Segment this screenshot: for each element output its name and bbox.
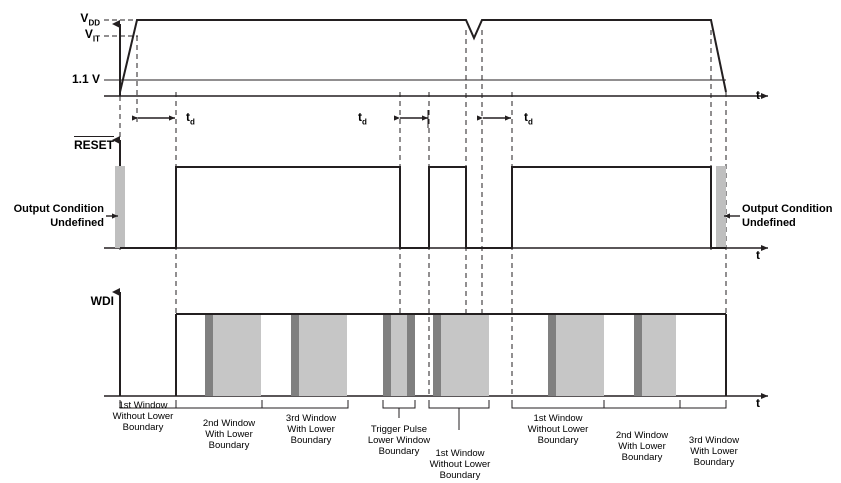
- reset-plot: [104, 140, 768, 248]
- td-label-1: $t_d$: [186, 110, 195, 127]
- reset-label: RESET: [73, 138, 114, 152]
- output-undefined-left-line2: Undefined: [50, 217, 104, 229]
- caption-1st-window-no-lower-3: 1st Window Without Lower Boundary: [527, 413, 589, 446]
- output-undefined-left: [0, 202, 104, 230]
- caption-2nd-window-lower-2: 2nd Window With Lower Boundary: [615, 430, 669, 463]
- output-undefined-right: [742, 202, 841, 230]
- vdd-label: $V_{DD}$: [80, 11, 100, 28]
- caption-3rd-window-lower: 3rd Window With Lower Boundary: [285, 413, 337, 446]
- reset-time-axis-label: t: [756, 248, 760, 262]
- caption-1st-window-no-lower: 1st Window Without Lower Boundary: [112, 400, 174, 433]
- caption-2nd-window-lower: 2nd Window With Lower Boundary: [202, 418, 256, 451]
- output-undefined-right-line1: Output Condition: [742, 203, 833, 215]
- caption-trigger-pulse: Trigger Pulse Lower Window Boundary: [367, 424, 431, 457]
- v11-label: 1.1 V: [71, 72, 100, 86]
- wdi-time-axis-label: t: [756, 396, 760, 410]
- vit-label: $V_{IT}$: [84, 27, 100, 44]
- output-undefined-left-line1: Output Condition: [13, 203, 104, 215]
- wdi-plot: [104, 292, 768, 396]
- supply-time-axis-label: t: [756, 88, 760, 102]
- output-undefined-right-line2: Undefined: [742, 217, 796, 229]
- caption-1st-window-no-lower-2: 1st Window Without Lower Boundary: [429, 448, 491, 481]
- wdi-windows: [205, 314, 676, 396]
- td-label-3: $t_d$: [524, 110, 533, 127]
- caption-3rd-window-lower-2: 3rd Window With Lower Boundary: [688, 435, 740, 468]
- td-label-2: $t_d$: [358, 110, 367, 127]
- wdi-label: WDI: [90, 294, 114, 308]
- supply-plot: [104, 20, 768, 96]
